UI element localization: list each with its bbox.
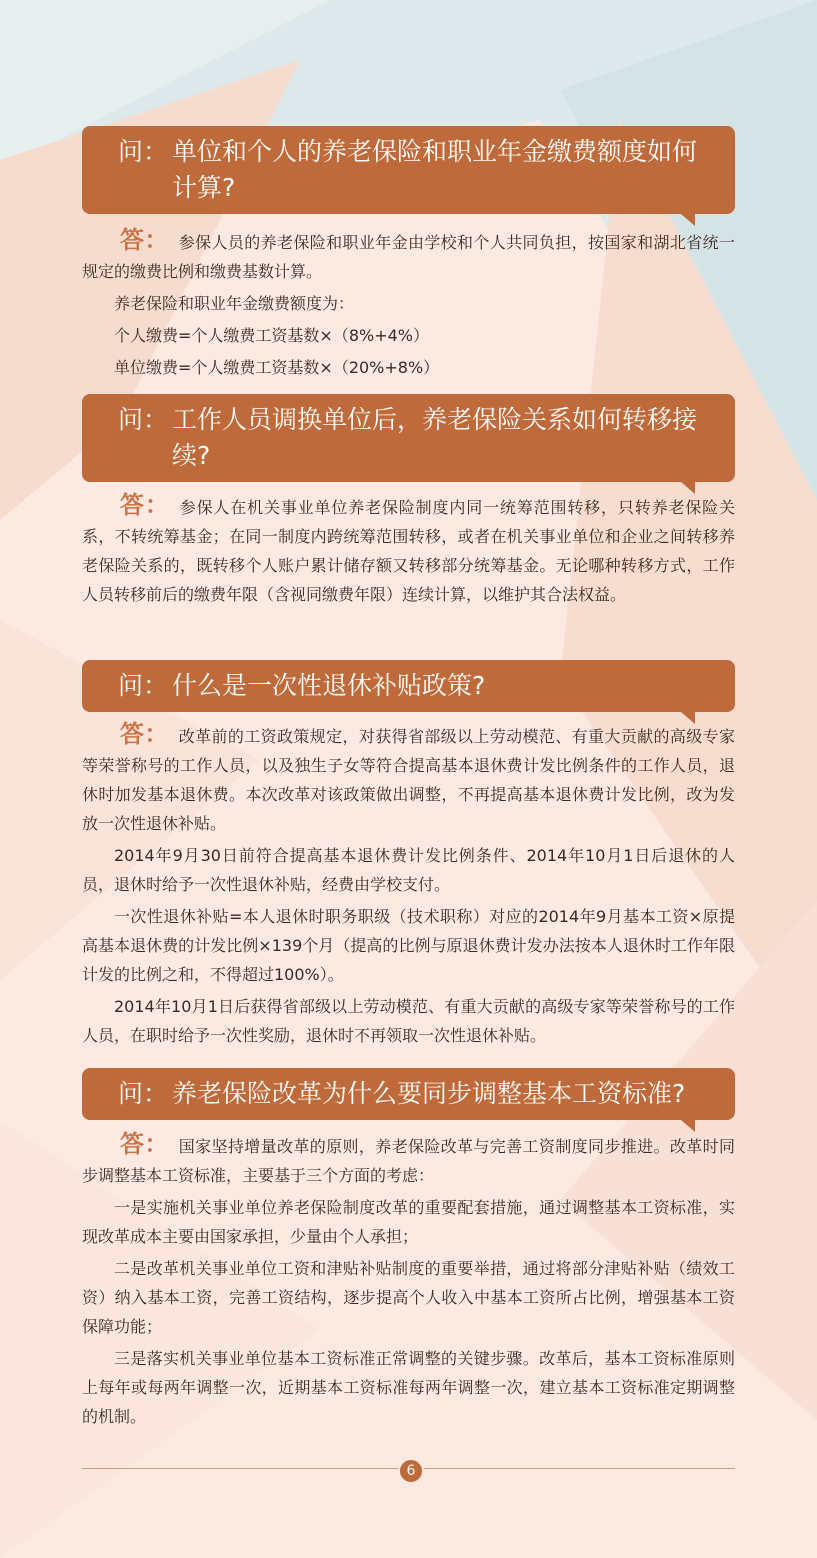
- answer-label: 答：: [120, 720, 169, 748]
- answer-paragraph: 2014年9月30日前符合提高基本退休费计发比例条件、2014年10月1日后退休的人员，退休时给予一次性退休补贴，经费由学校支付。: [82, 846, 735, 894]
- question-1-banner: [82, 126, 735, 214]
- answer-4: [82, 1130, 735, 1431]
- question-label: 问：: [118, 1079, 169, 1108]
- answer-paragraph: 一次性退休补贴=本人退休时职务职级（技术职称）对应的2014年9月基本工资×原提高基本退休费的计发比例×139个月（提高的比例与原退休费计发办法按本人退休时工作年限计发的比例之和，不得超过100%）。: [82, 907, 735, 984]
- page-number: 6: [398, 1458, 424, 1484]
- formula-unit: 单位缴费=个人缴费工资基数×（20%+8%）: [114, 358, 440, 377]
- answer-label: 答：: [120, 1130, 169, 1158]
- question-3-banner: [82, 660, 735, 712]
- question-label: 问：: [118, 671, 169, 700]
- question-label: 问：: [118, 137, 169, 166]
- answer-2: [82, 491, 735, 609]
- answer-label: 答：: [120, 491, 170, 519]
- question-text: 什么是一次性退休补贴政策?: [172, 671, 486, 700]
- question-text: 工作人员调换单位后，养老保险关系如何转移接续?: [172, 405, 698, 470]
- answer-text: 国家坚持增量改革的原则，养老保险改革与完善工资制度同步推进。改革时同步调整基本工资标准，主要基于三个方面的考虑：: [82, 1137, 735, 1185]
- answer-paragraph: 一是实施机关事业单位养老保险制度改革的重要配套措施，通过调整基本工资标准，实现改革成本主要由国家承担，少量由个人承担；: [82, 1198, 735, 1246]
- answer-3: [82, 720, 735, 1050]
- question-4-banner: [82, 1068, 735, 1120]
- answer-paragraph: 养老保险和职业年金缴费额度为：: [114, 294, 355, 313]
- formula-personal: 个人缴费=个人缴费工资基数×（8%+4%）: [114, 326, 429, 345]
- answer-paragraph: 2014年10月1日后获得省部级以上劳动模范、有重大贡献的高级专家等荣誉称号的工作人员，在职时给予一次性奖励，退休时不再领取一次性退休补贴。: [82, 997, 735, 1045]
- answer-text: 改革前的工资政策规定，对获得省部级以上劳动模范、有重大贡献的高级专家等荣誉称号的工作人员，以及独生子女等符合提高基本退休费计发比例条件的工作人员，退休时加发基本退休费。本次改革对该政策做出调整，不再提高基本退休费计发比例，改为发放一次性退休补贴。: [82, 727, 735, 833]
- answer-text: 参保人在机关事业单位养老保险制度内同一统筹范围转移，只转养老保险关系，不转统筹基金；在同一制度内跨统筹范围转移，或者在机关事业单位和企业之间转移养老保险关系的，既转移个人账户累计储存额又转移部分统筹基金。无论哪种转移方式，工作人员转移前后的缴费年限（含视同缴费年限）连续计算，以维护其合法权益。: [82, 498, 735, 604]
- answer-paragraph: 三是落实机关事业单位基本工资标准正常调整的关键步骤。改革后，基本工资标准原则上每年或每两年调整一次，近期基本工资标准每两年调整一次，建立基本工资标准定期调整的机制。: [82, 1349, 735, 1426]
- answer-label: 答：: [120, 226, 169, 254]
- question-label: 问：: [118, 405, 169, 434]
- question-text: 养老保险改革为什么要同步调整基本工资标准?: [172, 1079, 686, 1108]
- question-2-banner: [82, 394, 735, 482]
- question-text: 单位和个人的养老保险和职业年金缴费额度如何计算?: [172, 137, 698, 202]
- answer-paragraph: 二是改革机关事业单位工资和津贴补贴制度的重要举措，通过将部分津贴补贴（绩效工资）纳入基本工资，完善工资结构，逐步提高个人收入中基本工资所占比例，增强基本工资保障功能；: [82, 1259, 735, 1336]
- answer-text: 参保人员的养老保险和职业年金由学校和个人共同负担，按国家和湖北省统一规定的缴费比例和缴费基数计算。: [82, 233, 735, 281]
- answer-1: [82, 226, 735, 382]
